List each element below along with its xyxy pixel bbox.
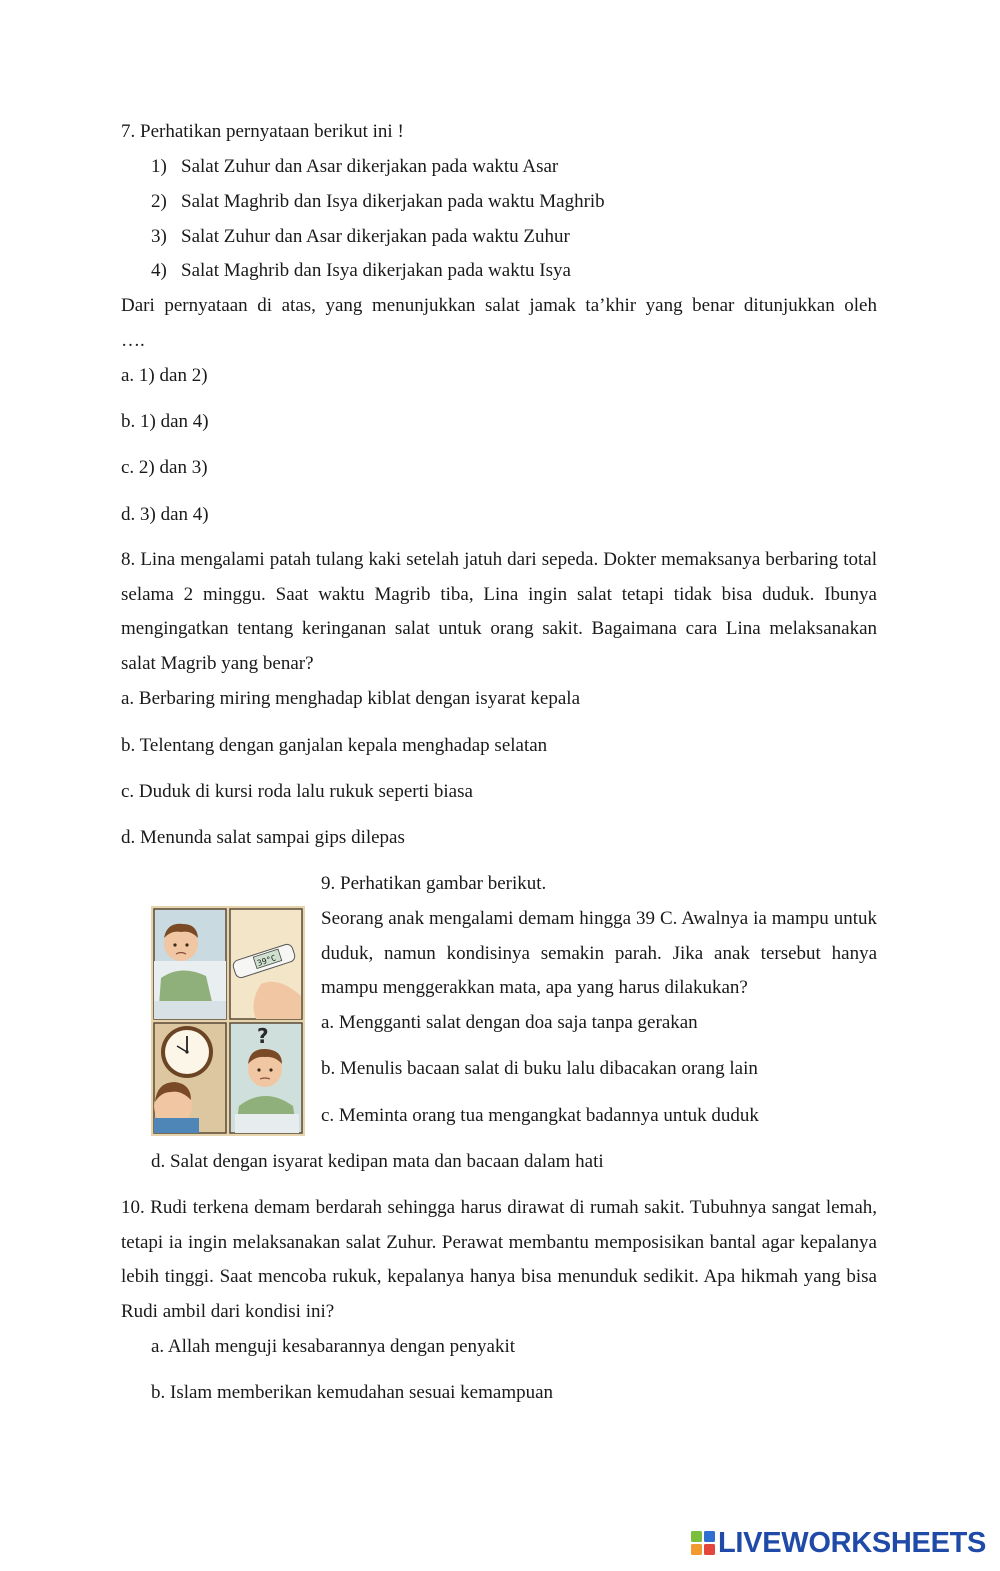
thermometer-reading: 39°C: [256, 953, 278, 968]
q9-option-a[interactable]: a. Mengganti salat dengan doa saja tanpa gerakan: [321, 1012, 698, 1033]
q7-option-b[interactable]: b. 1) dan 4): [121, 411, 209, 432]
statement-number: 3): [151, 226, 167, 247]
statement-text: Salat Maghrib dan Isya dikerjakan pada waktu Maghrib: [181, 191, 605, 212]
q9-option-c[interactable]: c. Meminta orang tua mengangkat badannya untuk duduk: [321, 1105, 759, 1126]
sick-child-comic-illustration: [151, 906, 305, 1136]
q7-option-c[interactable]: c. 2) dan 3): [121, 457, 208, 478]
q8-option-d[interactable]: d. Menunda salat sampai gips dilepas: [121, 827, 405, 848]
q9-option-b[interactable]: b. Menulis bacaan salat di buku lalu dibacakan orang lain: [321, 1058, 758, 1079]
panel-wall-clock: [154, 1023, 226, 1133]
q9-option-d[interactable]: d. Salat dengan isyarat kedipan mata dan bacaan dalam hati: [151, 1151, 604, 1172]
panel-child-question: [230, 1023, 302, 1133]
q8-option-b[interactable]: b. Telentang dengan ganjalan kepala menghadap selatan: [121, 735, 548, 756]
panel-thermometer: [230, 909, 302, 1019]
q8-question: 8. Lina mengalami patah tulang kaki setelah jatuh dari sepeda. Dokter memaksanya berbaring total selama 2 minggu. Saat waktu Magrib tiba, Lina ingin salat tetapi tidak bisa duduk. Ibunya mengingatkan tentang keringanan salat untuk orang sakit. Bagaimana cara Lina melaksanakan salat Magrib yang benar?: [121, 549, 877, 675]
liveworksheets-logo-icon: [690, 1530, 716, 1556]
liveworksheets-brand[interactable]: [690, 1527, 986, 1559]
question-mark: ?: [257, 1024, 269, 1048]
q7-option-a[interactable]: a. 1) dan 2): [121, 365, 208, 386]
q8-option-a[interactable]: a. Berbaring miring menghadap kiblat dengan isyarat kepala: [121, 688, 581, 709]
q10-option-b[interactable]: b. Islam memberikan kemudahan sesuai kemampuan: [151, 1382, 554, 1403]
q8-option-c[interactable]: c. Duduk di kursi roda lalu rukuk seperti biasa: [121, 781, 473, 802]
q7-stem: 7. Perhatikan pernyataan berikut ini !: [121, 121, 404, 142]
q7-question: Dari pernyataan di atas, yang menunjukkan salat jamak ta’khir yang benar ditunjukkan oleh: [121, 295, 877, 316]
panel-child-in-bed: [154, 909, 226, 1019]
q10-question: 10. Rudi terkena demam berdarah sehingga harus dirawat di rumah sakit. Tubuhnya sangat lemah, tetapi ia ingin melaksanakan salat Zuhur. Perawat membantu memposisikan bantal agar kepalanya lebih tinggi. Saat mencoba rukuk, kepalanya hanya bisa menunduk sedikit. Apa hikmah yang bisa Rudi ambil dari kondisi ini?: [121, 1197, 877, 1323]
q9-question: Seorang anak mengalami demam hingga 39 C. Awalnya ia mampu untuk duduk, namun kondisinya semakin parah. Jika anak tersebut hanya mampu menggerakkan mata, apa yang harus dilakukan?: [321, 908, 877, 999]
statement-text: Salat Zuhur dan Asar dikerjakan pada waktu Zuhur: [181, 226, 570, 247]
q9-stem: 9. Perhatikan gambar berikut.: [321, 873, 547, 894]
brand-name: LIVEWORKSHEETS: [718, 1526, 987, 1559]
q10-option-a[interactable]: a. Allah menguji kesabarannya dengan penyakit: [151, 1336, 516, 1357]
q7-option-d[interactable]: d. 3) dan 4): [121, 504, 209, 525]
statement-text: Salat Maghrib dan Isya dikerjakan pada waktu Isya: [181, 260, 571, 281]
statement-number: 4): [151, 260, 167, 281]
q7-ellipsis: ….: [121, 330, 145, 351]
statement-number: 2): [151, 191, 167, 212]
statement-text: Salat Zuhur dan Asar dikerjakan pada waktu Asar: [181, 156, 559, 177]
statement-number: 1): [151, 156, 167, 177]
